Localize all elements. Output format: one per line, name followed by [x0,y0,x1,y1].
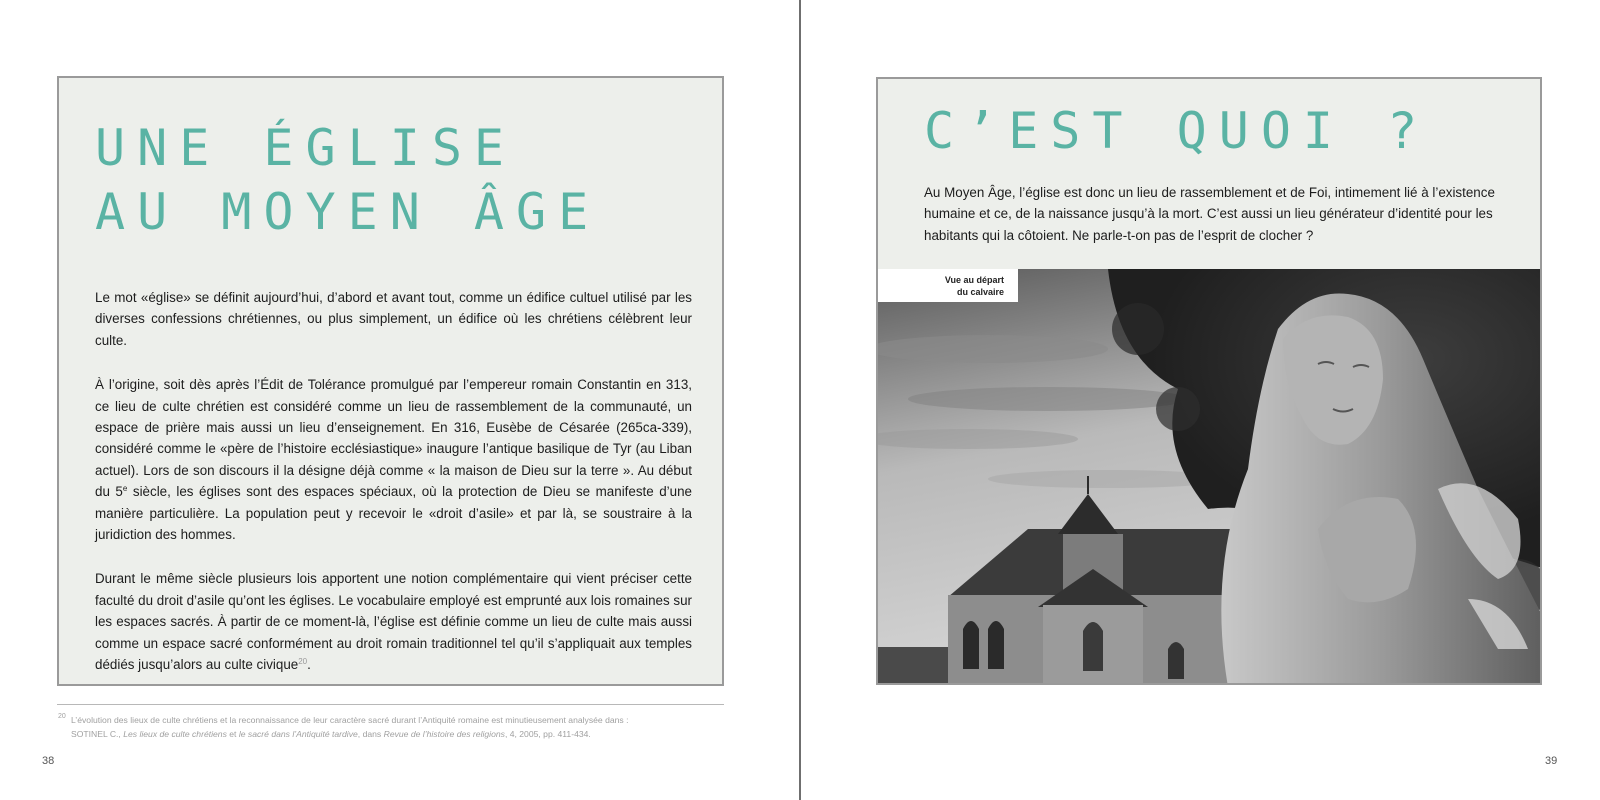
footnote-line-1: L’évolution des lieux de culte chrétiens et la reconnaissance de leur caractère sacré durant l’Antiquité romaine est minutieusement analysée dans : [71,715,629,725]
footnote-dans: , dans [357,729,384,739]
photo-caption-line-1: Vue au départ [944,275,1004,285]
paragraph-3-end: . [307,657,311,673]
footnote [58,713,738,741]
right-page-heading: C’EST QUOI ? [924,102,1430,160]
footnote-conj: et [226,729,239,739]
footnote-reference[interactable]: 20 [298,657,308,667]
right-text-panel [876,77,1542,685]
right-intro-text: Au Moyen Âge, l’église est donc un lieu de rassemblement et de Foi, intimement lié à l’existence humaine et ce, de la naissance jusqu’à la mort. C’est aussi un lieu générateur d’identité pour les habitants qui la côtoient. Ne parle-t-on pas de l’esprit de clocher ? [924,185,1495,243]
paragraph-3 [95,568,692,675]
page-number-left: 38 [42,755,55,767]
paragraph-1: Le mot «église» se définit aujourd’hui, d’abord et avant tout, comme un édifice cultuel utilisé par les diverses confessions chrétiennes, ou plus simplement, un édifice où les chrétiens célèbrent leur culte. [95,290,692,348]
photo-caption [878,269,1018,302]
paragraph-2 [95,374,692,545]
paragraph-2-part-2: siècle, les églises sont des espaces spéciaux, où la protection de Dieu se manifeste d’une manière particulière. La population peut y recevoir le «droit d’asile» et par là, se soustraire à la juridiction des hommes. [95,484,692,543]
footnote-pages: , 4, 2005, pp. 411-434. [504,729,591,739]
page-number-right: 39 [1545,755,1558,767]
left-text-panel [57,76,724,686]
church-statue-photo [878,269,1542,685]
footnote-line-2 [71,727,738,741]
photo-caption-line-2: du calvaire [956,287,1004,297]
superscript-e: e [122,484,128,494]
footnote-author: SOTINEL C., [71,729,124,739]
footnote-number: 20 [58,713,66,720]
footnote-divider [57,704,724,705]
footnote-journal: Revue de l’histoire des religions [383,729,505,739]
left-body-text [95,287,692,699]
footnote-title-part-1: Les lieux de culte chrétiens [123,729,227,739]
heading-line-2: AU MOYEN ÂGE [95,183,601,241]
heading-line-1: UNE ÉGLISE [95,119,517,177]
paragraph-3-text: Durant le même siècle plusieurs lois apportent une notion complémentaire qui vient préciser cette faculté du droit d’asile qu’ont les églises. Le vocabulaire employé est emprunté aux lois romaines sur les espaces sacrés. À partir de ce moment-là, l’église est définie comme un lieu de culte mais aussi comme un espace sacré conformément au droit romain traditionnel tel qu’il s’appliquait aux temples dédiés jusqu’alors au culte civique [95,571,692,673]
left-page-heading [95,116,600,244]
footnote-title-part-2: le sacré dans l’Antiquité tardive [238,729,358,739]
paragraph-2-part-1: À l’origine, soit dès après l’Édit de Tolérance promulgué par l’empereur romain Constantin en 313, ce lieu de culte chrétien est considéré comme un lieu de rassemblement de la communauté, un espace de prière mais aussi un lieu d’enseignement. En 316, Eusèbe de Césarée (265ca-339), considéré comme le «père de l’histoire ecclésiastique» inaugure l’antique basilique de Tyr (au Liban actuel). Lors de son discours il la désigne déjà comme « la maison de Dieu sur la terre ». Au début du 5 [95,377,692,500]
page-gutter [799,0,801,800]
